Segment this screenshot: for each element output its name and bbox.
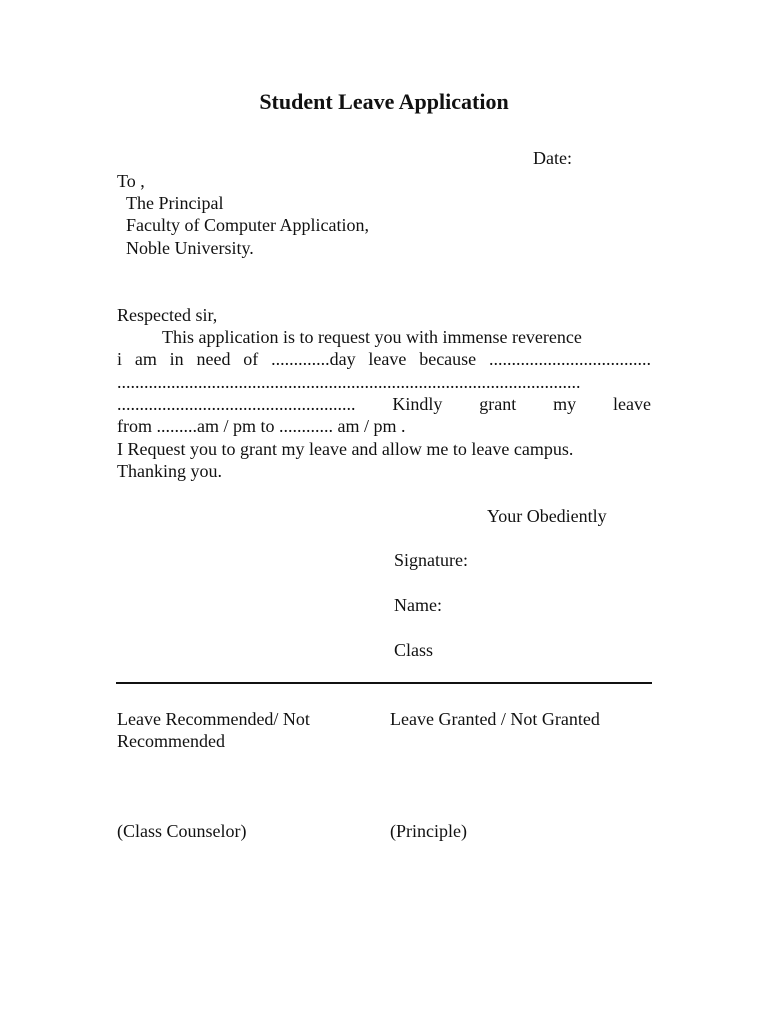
principal-role: (Principle) xyxy=(390,821,467,841)
signoff-obediently: Your Obediently xyxy=(487,506,607,526)
body-line-4 xyxy=(117,393,651,415)
body-line-3: ....................................................................................................... xyxy=(117,372,581,392)
signature-label: Signature: xyxy=(394,550,468,570)
class-label: Class xyxy=(394,640,434,660)
addressee-line-faculty: Faculty of Computer Application, xyxy=(126,215,369,235)
recommended-label-line-1: Leave Recommended/ Not xyxy=(117,709,310,729)
addressee-line-principal: The Principal xyxy=(126,193,224,213)
name-label: Name: xyxy=(394,595,442,615)
body-line-1: This application is to request you with immense reverence xyxy=(162,327,582,347)
body-line-4-word: Kindly xyxy=(392,394,443,414)
granted-label: Leave Granted / Not Granted xyxy=(390,709,600,729)
class-counselor-role: (Class Counselor) xyxy=(117,821,247,841)
document-title: Student Leave Application xyxy=(259,89,509,114)
recommended-label-line-2: Recommended xyxy=(117,731,225,751)
body-line-4-dots: ..................................................... xyxy=(117,394,356,414)
body-line-4-word: grant xyxy=(479,394,517,414)
body-line-4-word: my xyxy=(553,394,577,414)
divider-line xyxy=(116,682,652,684)
body-line-2: i am in need of .............day leave because .................................... xyxy=(117,349,651,369)
addressee-line-university: Noble University. xyxy=(126,238,254,258)
addressee-to: To , xyxy=(117,171,145,191)
body-line-4-word: leave xyxy=(613,394,651,414)
closing: Thanking you. xyxy=(117,461,222,481)
date-label: Date: xyxy=(533,148,572,168)
body-line-5: from .........am / pm to ............ am / pm . xyxy=(117,416,406,436)
body-line-6: I Request you to grant my leave and allow me to leave campus. xyxy=(117,439,574,459)
salutation: Respected sir, xyxy=(117,305,218,325)
